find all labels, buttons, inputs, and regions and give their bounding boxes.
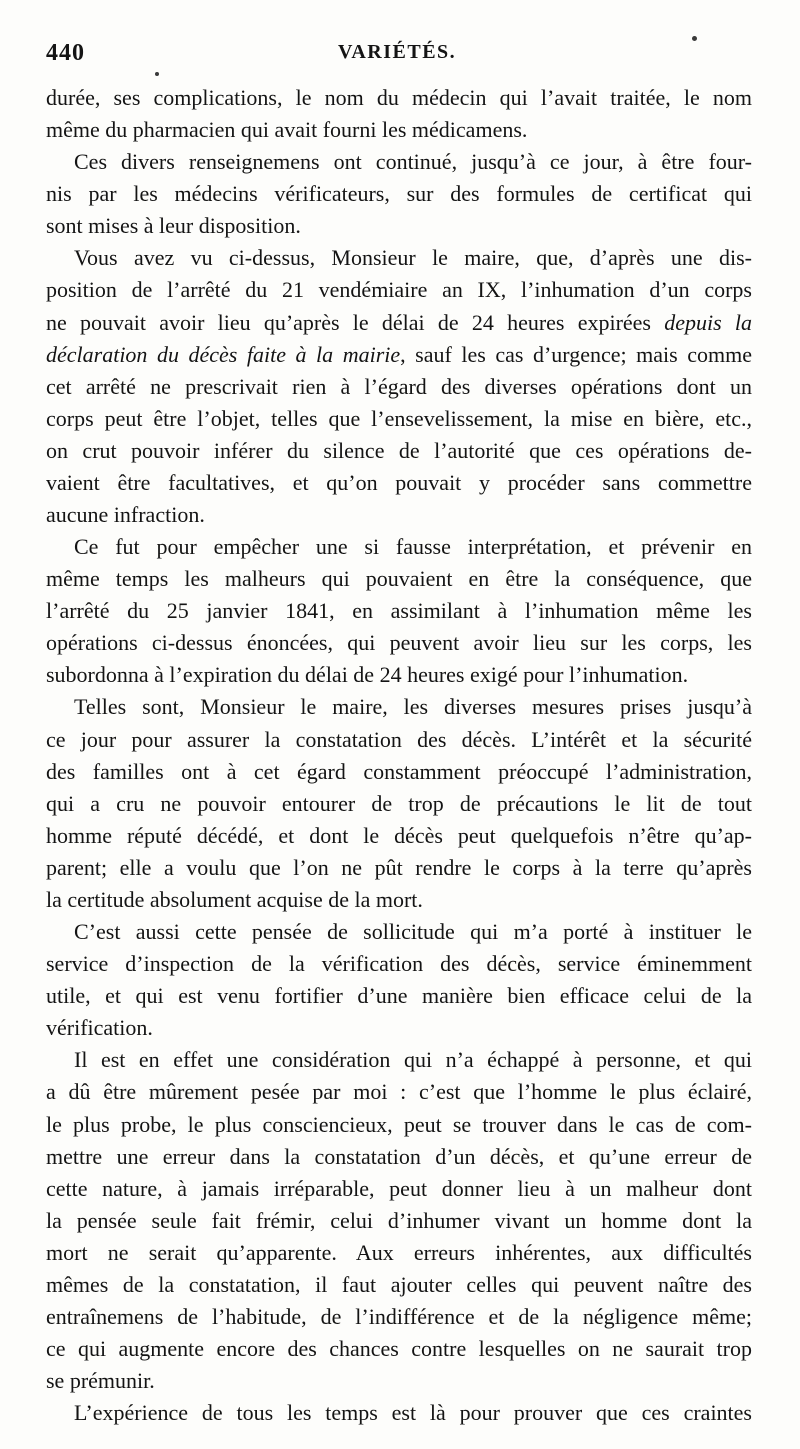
text-line: l’arrêté du 25 janvier 1841, en assimilant à l’inhumation même les <box>46 598 752 624</box>
text-line: vérification. <box>46 1015 153 1041</box>
text-line <box>46 339 752 371</box>
text-run: ne pouvait avoir lieu qu’après le délai de 24 heures expirées <box>46 309 665 335</box>
ink-speck <box>155 72 159 76</box>
text-line: la certitude absolument acquise de la mort. <box>46 886 423 912</box>
text-line: Telles sont, Monsieur le maire, les diverses mesures prises jusqu’à <box>74 694 752 720</box>
text-line: corps peut être l’objet, telles que l’ensevelissement, la mise en bière, etc., <box>46 405 752 431</box>
paragraph <box>46 1044 752 1397</box>
italic-text: déclaration du décès faite à la mairie <box>46 341 401 367</box>
text-line: nis par les médecins vérificateurs, sur des formules de certificat qui <box>46 181 752 207</box>
text-line: qui a cru ne pouvoir entourer de trop de précautions le lit de tout <box>46 790 752 816</box>
page-header <box>46 40 752 74</box>
text-line: sont mises à leur disposition. <box>46 213 301 239</box>
text-line: Il est en effet une considération qui n’a échappé à personne, et qui <box>74 1047 752 1073</box>
paragraph <box>46 82 752 146</box>
paragraph <box>46 531 752 691</box>
text-line: cet arrêté ne prescrivait rien à l’égard des diverses opérations dont un <box>46 373 752 399</box>
text-line: ce jour pour assurer la constatation des décès. L’intérêt et la sécurité <box>46 726 752 752</box>
text-line: on crut pouvoir inférer du silence de l’autorité que ces opérations de- <box>46 437 752 463</box>
page-number: 440 <box>46 40 85 66</box>
paragraph <box>46 242 752 531</box>
paragraph <box>46 916 752 1044</box>
text-line: durée, ses complications, le nom du médecin qui l’avait traitée, le nom <box>46 85 752 110</box>
body-text <box>46 82 752 1429</box>
text-line: aucune infraction. <box>46 502 205 528</box>
text-line: utile, et qui est venu fortifier d’une manière bien efficace celui de la <box>46 983 752 1009</box>
text-line: opérations ci-dessus énoncées, qui peuvent avoir lieu sur les corps, les <box>46 630 752 656</box>
text-line: C’est aussi cette pensée de sollicitude qui m’a porté à instituer le <box>74 919 752 945</box>
running-head: VARIÉTÉS. <box>338 41 457 63</box>
ink-speck <box>692 36 697 41</box>
text-line: même du pharmacien qui avait fourni les médicamens. <box>46 117 528 143</box>
text-line: Ce fut pour empêcher une si fausse interprétation, et prévenir en <box>74 534 752 560</box>
paragraph <box>46 146 752 242</box>
text-line: mort ne serait qu’apparente. Aux erreurs inhérentes, aux difficultés <box>46 1239 752 1265</box>
text-line: Vous avez vu ci-dessus, Monsieur le maire, que, d’après une dis- <box>74 245 752 271</box>
text-line: même temps les malheurs qui pouvaient en être la conséquence, que <box>46 566 752 592</box>
text-line <box>46 307 752 339</box>
paragraph <box>46 1397 752 1429</box>
text-line: mettre une erreur dans la constatation d’un décès, et qu’une erreur de <box>46 1143 752 1169</box>
text-line: cette nature, à jamais irréparable, peut donner lieu à un malheur dont <box>46 1175 752 1201</box>
text-line: vaient être facultatives, et qu’on pouvait y procéder sans commettre <box>46 469 752 495</box>
text-line: parent; elle a voulu que l’on ne pût rendre le corps à la terre qu’après <box>46 854 752 880</box>
text-line: des familles ont à cet égard constamment préoccupé l’administration, <box>46 758 752 784</box>
italic-text: depuis la <box>664 309 752 335</box>
text-line: se prémunir. <box>46 1368 155 1394</box>
text-run: , sauf les cas d’urgence; mais comme <box>400 341 752 367</box>
text-line: L’expérience de tous les temps est là pour prouver que ces craintes <box>74 1400 752 1426</box>
text-line: subordonna à l’expiration du délai de 24 heures exigé pour l’inhumation. <box>46 662 689 688</box>
text-line: mêmes de la constatation, il faut ajouter celles qui peuvent naître des <box>46 1271 752 1297</box>
paragraph <box>46 691 752 916</box>
text-line: a dû être mûrement pesée par moi : c’est que l’homme le plus éclairé, <box>46 1079 752 1105</box>
text-line: Ces divers renseignemens ont continué, jusqu’à ce jour, à être four- <box>74 149 752 175</box>
text-line: le plus probe, le plus consciencieux, peut se trouver dans le cas de com- <box>46 1111 752 1137</box>
text-line: position de l’arrêté du 21 vendémiaire an IX, l’inhumation d’un corps <box>46 277 752 303</box>
text-line: homme réputé décédé, et dont le décès peut quelquefois n’être qu’ap- <box>46 822 752 848</box>
text-line: ce qui augmente encore des chances contre lesquelles on ne saurait trop <box>46 1336 752 1362</box>
text-line: entraînemens de l’habitude, de l’indifférence et de la négligence même; <box>46 1303 752 1329</box>
text-line: service d’inspection de la vérification des décès, service éminemment <box>46 951 752 977</box>
text-line: la pensée seule fait frémir, celui d’inhumer vivant un homme dont la <box>46 1207 752 1233</box>
